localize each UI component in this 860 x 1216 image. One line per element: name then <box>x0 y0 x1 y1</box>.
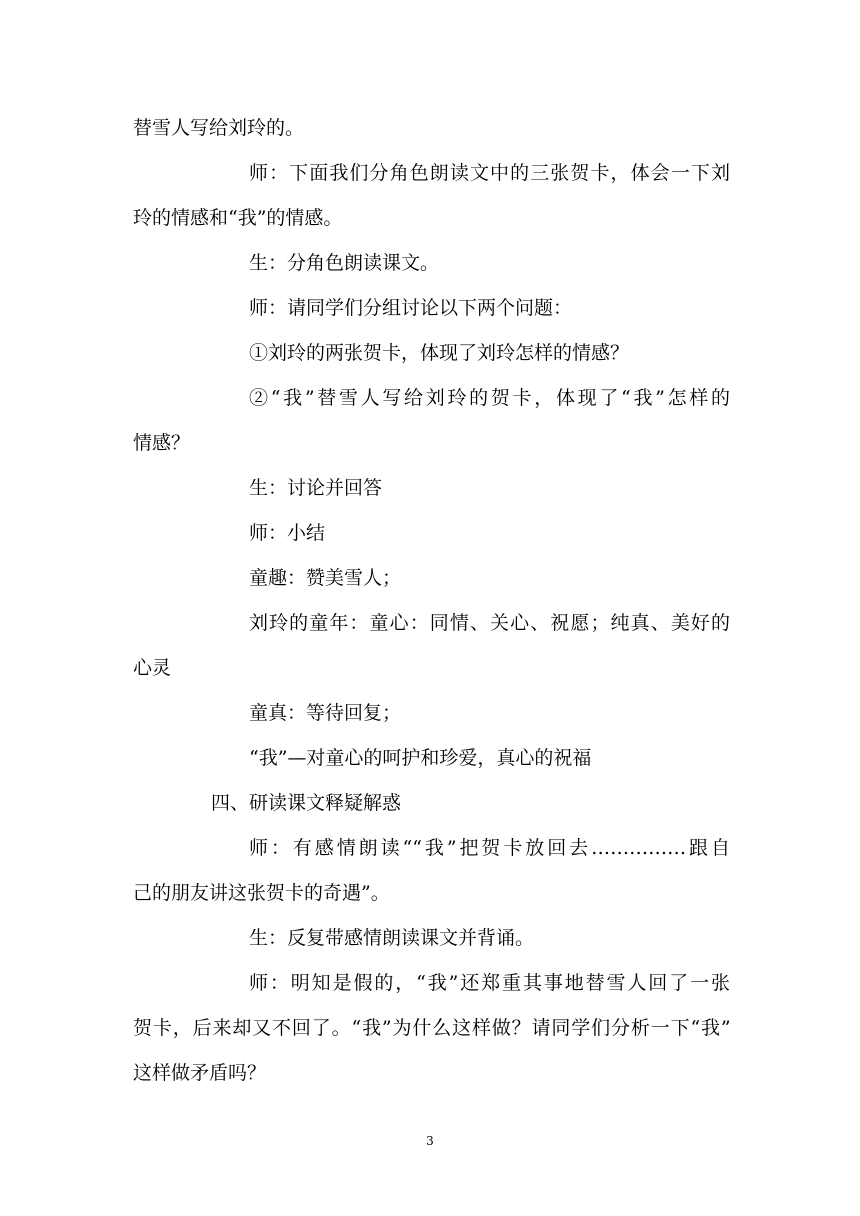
text-line: 刘玲的童年：童心：同情、关心、祝愿；纯真、美好的 <box>249 612 730 634</box>
text-line: 替雪人写给刘玲的。 <box>133 117 305 139</box>
text-line: 生：讨论并回答 <box>249 477 383 499</box>
text-line: 心灵 <box>133 657 172 679</box>
text-line: 情感？ <box>133 432 191 454</box>
text-line: 生：分角色朗读课文。 <box>249 252 440 274</box>
text-line: 师：明知是假的，“我”还郑重其事地替雪人回了一张 <box>249 972 730 994</box>
text-line: 师：有感情朗读““我”把贺卡放回去……………跟自 <box>249 837 730 859</box>
text-line: “我”—对童心的呵护和珍爱，真心的祝福 <box>249 747 592 769</box>
text-line: 童趣：赞美雪人； <box>249 567 402 589</box>
text-line: 师：请同学们分组讨论以下两个问题： <box>249 297 573 319</box>
section-heading: 四、研读课文释疑解惑 <box>211 792 402 814</box>
text-line: ①刘玲的两张贺卡，体现了刘玲怎样的情感？ <box>249 342 630 364</box>
text-line: 师：小结 <box>249 522 326 544</box>
text-line: 贺卡，后来却又不回了。“我”为什么这样做？请同学们分析一下“我” <box>133 1017 730 1039</box>
text-line: 这样做矛盾吗？ <box>133 1062 267 1084</box>
text-line: 玲的情感和“我”的情感。 <box>133 207 343 229</box>
page-number: 3 <box>426 1134 434 1148</box>
text-line: ②“我”替雪人写给刘玲的贺卡，体现了“我”怎样的 <box>249 387 730 409</box>
text-line: 童真：等待回复； <box>249 702 402 724</box>
text-line: 师：下面我们分角色朗读文中的三张贺卡，体会一下刘 <box>249 162 730 184</box>
text-line: 生：反复带感情朗读课文并背诵。 <box>249 927 535 949</box>
text-line: 己的朋友讲这张贺卡的奇遇”。 <box>133 882 390 904</box>
